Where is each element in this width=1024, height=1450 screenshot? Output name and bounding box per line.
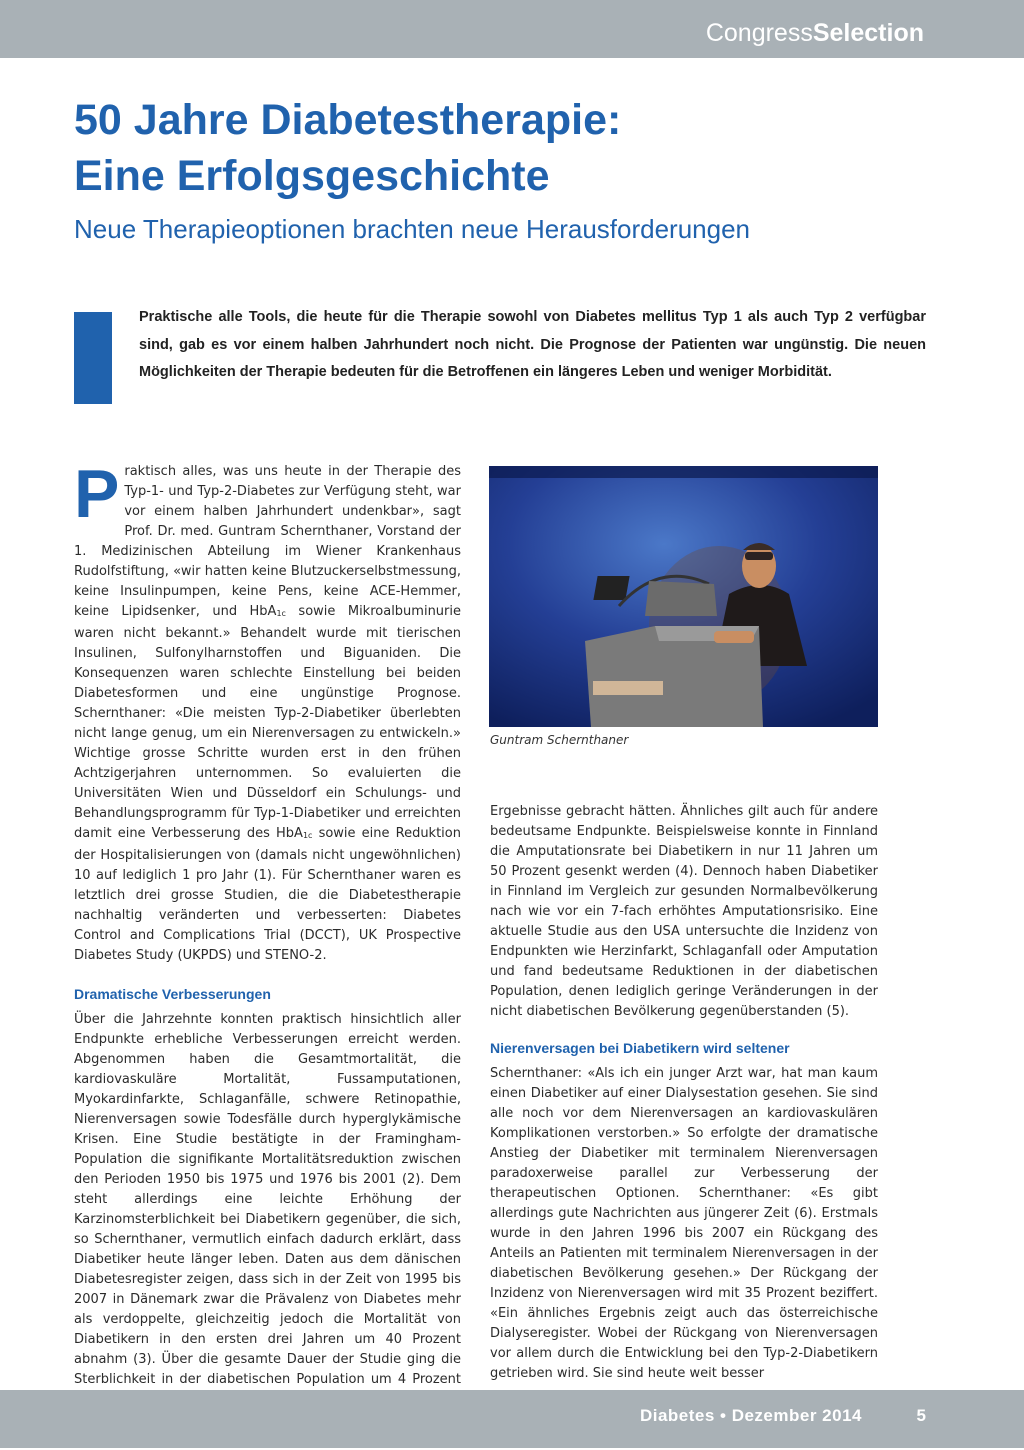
speaker-photo-illustration <box>489 466 878 727</box>
brand-light: Congress <box>705 19 813 47</box>
drop-cap: P <box>74 456 120 532</box>
paragraph-endpoints: Ergebnisse gebracht hätten. Ähnliches gilt auch für andere bedeutsame Endpunkte. Beispielsweise konnte in Finnland die Amputationsrate bei Diabetikern in nur 11 Jahren um 50 Prozent gesenkt werden (4). Dennoch haben Diabetiker in Finnland im Vergleich zur gesunden Normalbevölkerung nach wie vor ein 7-fach erhöhtes Amputationsrisiko. Eine aktuelle Studie aus den USA untersuchte die Inzidenz von Endpunkten wie Herzinfarkt, Schlaganfall oder Amputation und fand bedeutsame Reduktionen in der diabetischen Population, denen lediglich geringe Veränderungen in der nicht diabetischen Bevölkerung gegenüberstanden (5). <box>490 804 878 1019</box>
lead-accent-bar <box>74 312 112 404</box>
article-title <box>74 92 954 204</box>
hba1c-subscript: 1c <box>276 609 286 618</box>
hba1c-subscript: 1c <box>302 831 313 840</box>
article-subtitle: Neue Therapieoptionen brachten neue Herausforderungen <box>74 214 751 244</box>
speaker-photo <box>489 466 878 727</box>
photo-caption: Guntram Schernthaner <box>490 733 629 747</box>
footer-issue: Diabetes • Dezember 2014 <box>639 1406 862 1425</box>
column-right <box>490 802 878 1384</box>
section-heading-improvements: Dramatische Verbesserungen <box>74 986 271 1002</box>
footer-band <box>0 1390 1024 1448</box>
brand-bold: Selection <box>812 19 924 47</box>
paragraph-intro-text-b: sowie Mikroalbuminurie waren nicht bekannt.» Behandelt wurde mit tierischen Insulinen, Sulfonylharnstoffen und Biguaniden. Die Konsequenzen waren schlechte Einstellung bei beiden Diabetesformen und eine ungünstige Prognose. Schernthaner: «Die meisten Typ-2-Diabetiker überlebten nicht lange genug, um ein Nierenversagen zu entwickeln.» Wichtige grosse Schritte wurden erst in den frühen Achtzigerjahren unternommen. So evaluierten die Universitäten Wien und Düsseldorf ein Schulungs- und Behandlungsprogramm für Typ-1-Diabetiker und erreichten damit eine Verbesserung des HbA <box>74 604 461 841</box>
column-left <box>74 456 461 1450</box>
section-heading-kidney-failure: Nierenversagen bei Diabetikern wird seltener <box>490 1040 790 1056</box>
header-band <box>0 0 1024 58</box>
page-number: 5 <box>916 1406 926 1425</box>
congress-selection-logo <box>706 18 924 48</box>
paragraph-intro <box>74 456 461 966</box>
title-line-1: 50 Jahre Diabetestherapie: <box>74 96 622 144</box>
paragraph-intro-text-a: raktisch alles, was uns heute in der Therapie des Typ-1- und Typ-2-Diabetes zur Verfügung steht, war vor einem halben Jahrhundert undenkbar», sagt Prof. Dr. med. Guntram Schernthaner, Vorstand der 1. Medizinischen Abteilung im Wiener Krankenhaus Rudolfstiftung, «wir hatten keine Blutzuckerselbstmessung, keine Insulinpumpen, keine Pens, keine ACE-Hemmer, keine Lipidsenker, und HbA <box>74 464 461 619</box>
lead-paragraph: Praktische alle Tools, die heute für die Therapie sowohl von Diabetes mellitus Typ 1 als auch Typ 2 verfügbar sind, gab es vor einem halben Jahrhundert noch nicht. Die Prognose der Patienten war ungünstig. Die neuen Möglichkeiten der Therapie bedeuten für die Betroffenen ein längeres Leben und weniger Morbidität. <box>139 309 926 380</box>
paragraph-kidney-failure: Schernthaner: «Als ich ein junger Arzt war, hat man kaum einen Diabetiker auf einer Dialysestation gesehen. Sie sind alle noch vor dem Nierenversagen an kardiovaskulären Komplikationen verstorben.» So erfolgte der dramatische Anstieg der Diabetiker mit terminalem Nierenversagen paradoxerweise parallel zur Verbesserung der therapeutischen Optionen. Schernthaner: «Es gibt allerdings gute Nachrichten aus jüngerer Zeit (6). Erstmals wurde in den Jahren 1996 bis 2007 ein Rückgang des Anteils an Patienten mit terminalem Nierenversagen in der diabetischen Bevölkerung gesehen.» Der Rückgang der Inzidenz von Nierenversagen wird mit 35 Prozent beziffert. «Ein ähnliches Ergebnis zeigt auch das österreichische Dialyseregister. Wobei der Rückgang von Nierenversagen vor allem durch die Entwicklung bei den Typ-2-Diabetikern getrieben wird. Sie sind heute weit besser <box>490 1066 878 1381</box>
title-line-2: Eine Erfolgsgeschichte <box>74 152 550 200</box>
paragraph-improvements: Über die Jahrzehnte konnten praktisch hinsichtlich aller Endpunkte erhebliche Verbesserungen erreicht werden. Abgenommen haben die Gesamtmortalität, die kardiovaskuläre Mortalität, Fussamputationen, Myokardinfarkte, Schlaganfälle, schwere Retinopathie, Nierenversagen sowie Todesfälle durch hyperglykämische Krisen. Eine Studie bestätigte in der Framingham-Population die signifikante Mortalitätsreduktion zwischen den Perioden 1950 bis 1975 und 1976 bis 2001 (2). Dem steht allerdings eine leichte Erhöhung der Karzinomsterblichkeit bei Diabetikern gegenüber, die sich, so Schernthaner, vermutlich einfach dadurch erklärt, dass Diabetiker heute länger leben. Daten aus dem dänischen Diabetesregister zeigen, dass sich in der Zeit von 1995 bis 2007 in Dänemark zwar die Prävalenz von Diabetes mehr als verdoppelte, gleichzeitig jedoch die Mortalität von Diabetikern in den ersten drei Jahren um 40 Prozent abnahm (3). Über die gesamte Dauer der Studie ging die Sterblichkeit in der diabetischen Population um 4 Prozent <box>74 1012 461 1387</box>
paragraph-intro-text-c: sowie eine Reduktion der Hospitalisierungen von (damals nicht ungewöhnlichen) 10 auf lediglich 1 pro Jahr (1). Für Schernthaner waren es letztlich drei grosse Studien, die die Diabetestherapie nachhaltig veränderten und verbesserten: Diabetes Control and Complications Trial (DCCT), UK Prospective Diabetes Study (UKPDS) und STENO-2. <box>74 826 461 963</box>
